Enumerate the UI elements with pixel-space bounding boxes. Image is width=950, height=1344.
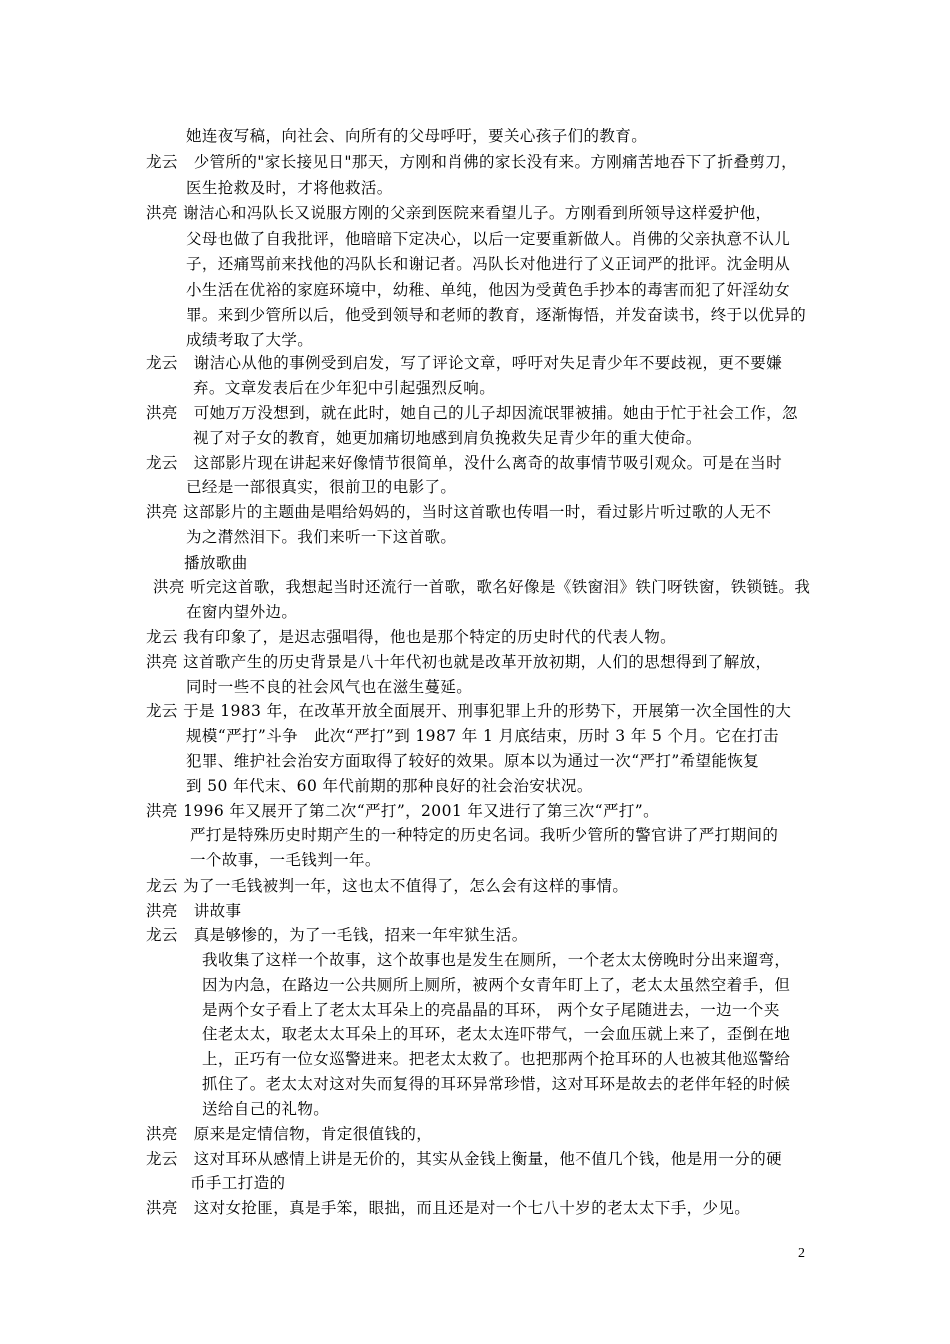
text-line: 龙云 这部影片现在讲起来好像情节很简单，没什么离奇的故事情节吸引观众。可是在当时 — [146, 454, 783, 472]
text-line: 洪亮 这首歌产生的历史背景是八十年代初也就是改革开放初期，人们的思想得到了解放， — [146, 653, 772, 671]
text-line: 到 50 年代末、60 年代前期的那种良好的社会治安状况。 — [186, 777, 593, 795]
text-line: 为之潸然泪下。我们来听一下这首歌。 — [186, 528, 457, 546]
text-line: 一个故事，一毛钱判一年。 — [190, 851, 381, 869]
text-line: 视了对子女的教育，她更加痛切地感到肩负挽救失足青少年的重大使命。 — [193, 429, 702, 447]
text-line: 因为内急，在路边一公共厕所上厕所，被两个女青年盯上了，老太太虽然空着手，但 — [202, 976, 791, 994]
text-line: 弃。文章发表后在少年犯中引起强烈反响。 — [193, 379, 496, 397]
text-line: 送给自己的礼物。 — [202, 1100, 330, 1118]
text-line: 洪亮 这对女抢匪，真是手笨，眼拙，而且还是对一个七八十岁的老太太下手，少见。 — [146, 1199, 751, 1217]
text-line: 上，正巧有一位女巡警进来。把老太太救了。也把那两个抢耳环的人也被其他巡警给 — [202, 1050, 791, 1068]
text-line: 洪亮 可她万万没想到，就在此时，她自己的儿子却因流氓罪被捕。她由于忙于社会工作，忽 — [146, 404, 798, 422]
text-line: 同时一些不良的社会风气也在滋生蔓延。 — [186, 678, 473, 696]
text-line: 子，还痛骂前来找他的冯队长和谢记者。冯队长对他进行了义正词严的批评。沈金明从 — [186, 255, 791, 273]
text-line: 洪亮 原来是定情信物，肯定很值钱的， — [146, 1125, 433, 1143]
text-line: 龙云 真是够惨的，为了一毛钱，招来一年牢狱生活。 — [146, 926, 528, 944]
text-line: 小生活在优裕的家庭环境中，幼稚、单纯，他因为受黄色手抄本的毒害而犯了奸淫幼女 — [186, 281, 791, 299]
text-line: 父母也做了自我批评，他暗暗下定决心，以后一定要重新做人。肖佛的父亲执意不认儿 — [186, 230, 791, 248]
text-line: 罪。来到少管所以后，他受到领导和老师的教育，逐渐悔悟，并发奋读书，终于以优异的 — [186, 306, 807, 324]
text-line: 在窗内望外边。 — [186, 603, 298, 621]
text-line: 住老太太，取老太太耳朵上的耳环，老太太连吓带气，一会血压就上来了，歪倒在地 — [202, 1025, 791, 1043]
text-line: 规模“严打”斗争 此次“严打”到 1987 年 1 月底结束，历时 3 年 5 个月。它在打击 — [186, 727, 779, 745]
text-line: 龙云 这对耳环从感情上讲是无价的，其实从金钱上衡量，他不值几个钱，他是用一分的硬 — [146, 1150, 783, 1168]
text-line: 我收集了这样一个故事，这个故事也是发生在厕所，一个老太太傍晚时分出来遛弯， — [202, 951, 791, 969]
text-line: 洪亮 谢洁心和冯队长又说服方刚的父亲到医院来看望儿子。方刚看到所领导这样爱护他， — [146, 204, 772, 222]
text-line: 播放歌曲 — [184, 554, 248, 572]
text-line: 龙云 于是 1983 年，在改革开放全面展开、刑事犯罪上升的形势下，开展第一次全国性的大 — [146, 702, 792, 720]
text-line: 龙云 为了一毛钱被判一年，这也太不值得了，怎么会有这样的事情。 — [146, 877, 629, 895]
text-line: 洪亮 讲故事 — [146, 902, 242, 920]
text-line: 洪亮 这部影片的主题曲是唱给妈妈的，当时这首歌也传唱一时，看过影片听过歌的人无不 — [146, 503, 772, 521]
text-line: 龙云 谢洁心从他的事例受到启发，写了评论文章，呼吁对失足青少年不要歧视，更不要嫌 — [146, 354, 783, 372]
text-line: 是两个女子看上了老太太耳朵上的亮晶晶的耳环， 两个女子尾随进去，一边一个夹 — [202, 1001, 780, 1019]
text-line: 成绩考取了大学。 — [186, 331, 314, 349]
text-line: 犯罪、维护社会治安方面取得了较好的效果。原本以为通过一次“严打”希望能恢复 — [186, 752, 760, 770]
text-line: 她连夜写稿，向社会、向所有的父母呼吁，要关心孩子们的教育。 — [186, 127, 648, 145]
page-number: 2 — [798, 1246, 805, 1261]
text-line: 龙云 少管所的"家长接见日"那天，方刚和肖佛的家长没有来。方刚痛苦地吞下了折叠剪刀， — [146, 153, 798, 171]
text-line: 洪亮 1996 年又展开了第二次“严打”，2001 年又进行了第三次“严打”。 — [146, 802, 659, 820]
text-line: 已经是一部很真实，很前卫的电影了。 — [186, 478, 457, 496]
text-line: 医生抢救及时，才将他救活。 — [186, 179, 393, 197]
text-line: 抓住了。老太太对这对失而复得的耳环异常珍惜，这对耳环是故去的老伴年轻的时候 — [202, 1075, 791, 1093]
text-line: 洪亮 听完这首歌，我想起当时还流行一首歌，歌名好像是《铁窗泪》铁门呀铁窗，铁锁链。我 — [153, 578, 811, 596]
text-line: 龙云 我有印象了，是迟志强唱得，他也是那个特定的历史时代的代表人物。 — [146, 628, 677, 646]
text-line: 严打是特殊历史时期产生的一种特定的历史名词。我听少管所的警官讲了严打期间的 — [190, 826, 779, 844]
text-line: 币手工打造的 — [190, 1174, 286, 1192]
